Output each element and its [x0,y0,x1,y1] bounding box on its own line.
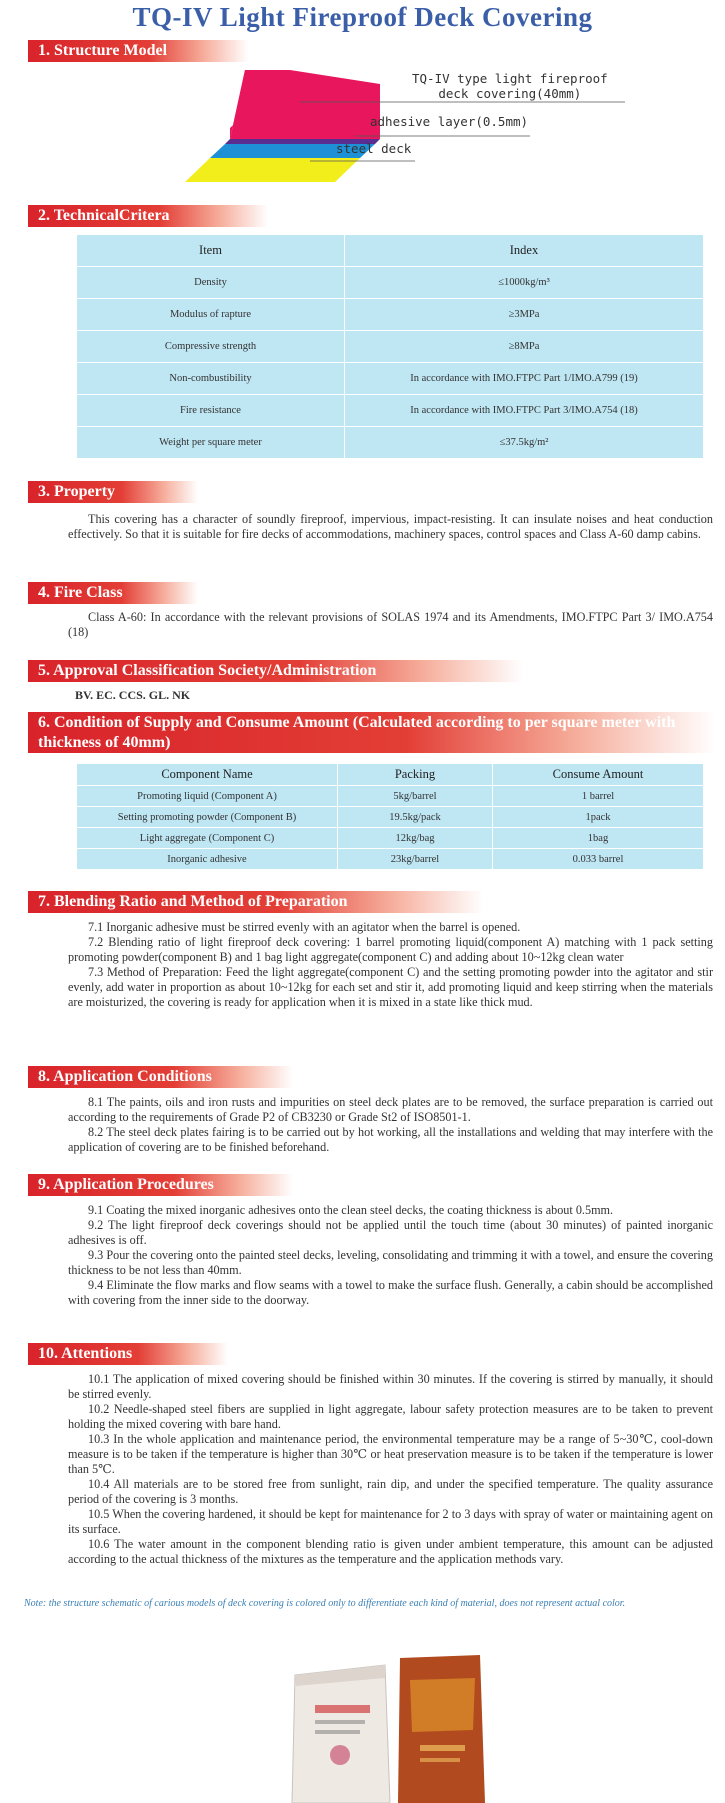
attentions-text: 10.1 The application of mixed covering should be finished within 30 minutes. If the covering is stirred by manually, it should be stirred evenly. 10.2 Needle-shaped steel fibers are supplied in light aggregate, labour safety protection measures are to be taken to prevent holding the mixed covering with bare hand. 10.3 In the whole application and maintenance period, the environmental temperature may be a range of 5~30℃, cool-down measure is to be taken if the temperature is higher than 30℃ or heat preservation measure is to be taken if the temperature is lower than 5℃. 10.4 All materials are to be stored free from sunlight, rain dip, and under the specified temperature. The quality assurance period of the covering is 3 months. 10.5 When the covering hardened, it should be kept for maintenance for 2 to 3 days with spray of water or maintaining agent on its surface. 10.6 The water amount in the component blending ratio is given under ambient temperature, this amount can be adjusted according to the actual thickness of the mixtures as the temperature and the application methods vary. [68,1372,713,1566]
col-header-consume: Consume Amount [493,764,704,786]
conditions-text: 8.1 The paints, oils and iron rusts and impurities on steel deck plates are to be removed, the surface preparation is carried out according to the requirements of Grade P2 of CB3230 or Grade St2 of ISO8501-1. 8.2 The steel deck plates fairing is to be carried out by hot working, all the installations and welding that may interfere with the application of covering are to be finished beforehand. [68,1095,713,1154]
approval-societies: BV. EC. CCS. GL. NK [75,688,191,702]
technical-table [76,234,704,459]
table-row: Modulus of rapture ≥3MPa [77,299,704,331]
label-adhesive: adhesive layer(0.5mm) [370,114,529,129]
section-heading-attentions: 10. Attentions [28,1343,228,1365]
section-heading-technical: 2. TechnicalCritera [28,205,268,227]
table-row: Promoting liquid (Component A) 5kg/barrel 1 barrel [77,786,704,807]
section-heading-property: 3. Property [28,481,198,503]
fire-class-text: Class A-60: In accordance with the relevant provisions of SOLAS 1974 and its Amendments, IMO.FTPC Part 3/ IMO.A754 (18) [68,610,713,639]
label-steel-deck: steel deck [336,141,412,156]
col-header-item: Item [77,235,345,267]
section-heading-blending: 7. Blending Ratio and Method of Preparation [28,891,483,913]
label-covering: TQ-IV type light fireproof deck covering(40mm) [412,71,608,101]
table-row: Compressive strength ≥8MPa [77,331,704,363]
table-row: Weight per square meter ≤37.5kg/m² [77,427,704,459]
table-row: Density ≤1000kg/m³ [77,267,704,299]
property-text: This covering has a character of soundly fireproof, impervious, impact-resisting. It can insulate noises and heat conduction effectively. So that it is suitable for fire decks of accommodations, machinery spaces, control spaces and Class A-60 damp cabins. [68,512,713,541]
table-row: Fire resistance In accordance with IMO.FTPC Part 3/IMO.A754 (18) [77,395,704,427]
supply-table [76,763,704,870]
blending-text: 7.1 Inorganic adhesive must be stirred evenly with an agitator when the barrel is opened. 7.2 Blending ratio of light fireproof deck covering: 1 barrel promoting liquid(component A) matching with 1 pack setting promoting powder(component B) and 1 bag light aggregate(component C) and adding about 10~12kg clean water 7.3 Method of Preparation: Feed the light aggregate(component C) and the setting promoting powder into the agitator and stir evenly, add water in proportion as about 10~12kg for each set and stir it, add promoting liquid and keep stirring when the materials are moisturized, the covering is ready for application when it is mixed in a state like thick mud. [68,920,713,1009]
section-heading-procedures: 9. Application Procedures [28,1174,293,1196]
col-header-packing: Packing [338,764,493,786]
product-bag-orange [398,1655,485,1803]
table-row: Inorganic adhesive 23kg/barrel 0.033 barrel [77,849,704,870]
col-header-component: Component Name [77,764,338,786]
col-header-index: Index [345,235,704,267]
table-row: Light aggregate (Component C) 12kg/bag 1bag [77,828,704,849]
product-bags-image [290,1650,490,1803]
color-note: Note: the structure schematic of carious models of deck covering is colored only to differentiate each kind of material, does not represent actual color. [24,1598,626,1609]
section-heading-approval: 5. Approval Classification Society/Administration [28,660,523,682]
section-heading-structure: 1. Structure Model [28,40,248,62]
procedures-text: 9.1 Coating the mixed inorganic adhesives onto the clean steel decks, the coating thickness is about 0.5mm. 9.2 The light fireproof deck coverings should not be applied until the touch time (about 30 minutes) of painted inorganic adhesives is off. 9.3 Pour the covering onto the painted steel decks, leveling, consolidating and trimming it with a towel, and ensure the covering thickness to be not less than 40mm. 9.4 Eliminate the flow marks and flow seams with a towel to make the surface flush. Generally, a cabin should be accomplished with covering from the inner side to the doorway. [68,1203,713,1307]
page-title: TQ-IV Light Fireproof Deck Covering [132,2,593,32]
section-heading-supply: 6. Condition of Supply and Consume Amount (Calculated according to per square meter with thickness of 40mm) [28,712,715,753]
steel-deck-layer [185,158,360,182]
table-row: Setting promoting powder (Component B) 19.5kg/pack 1pack [77,807,704,828]
table-row: Non-combustibility In accordance with IMO.FTPC Part 1/IMO.A799 (19) [77,363,704,395]
section-heading-fire-class: 4. Fire Class [28,582,198,604]
section-heading-conditions: 8. Application Conditions [28,1066,293,1088]
product-bag-white [292,1665,390,1803]
